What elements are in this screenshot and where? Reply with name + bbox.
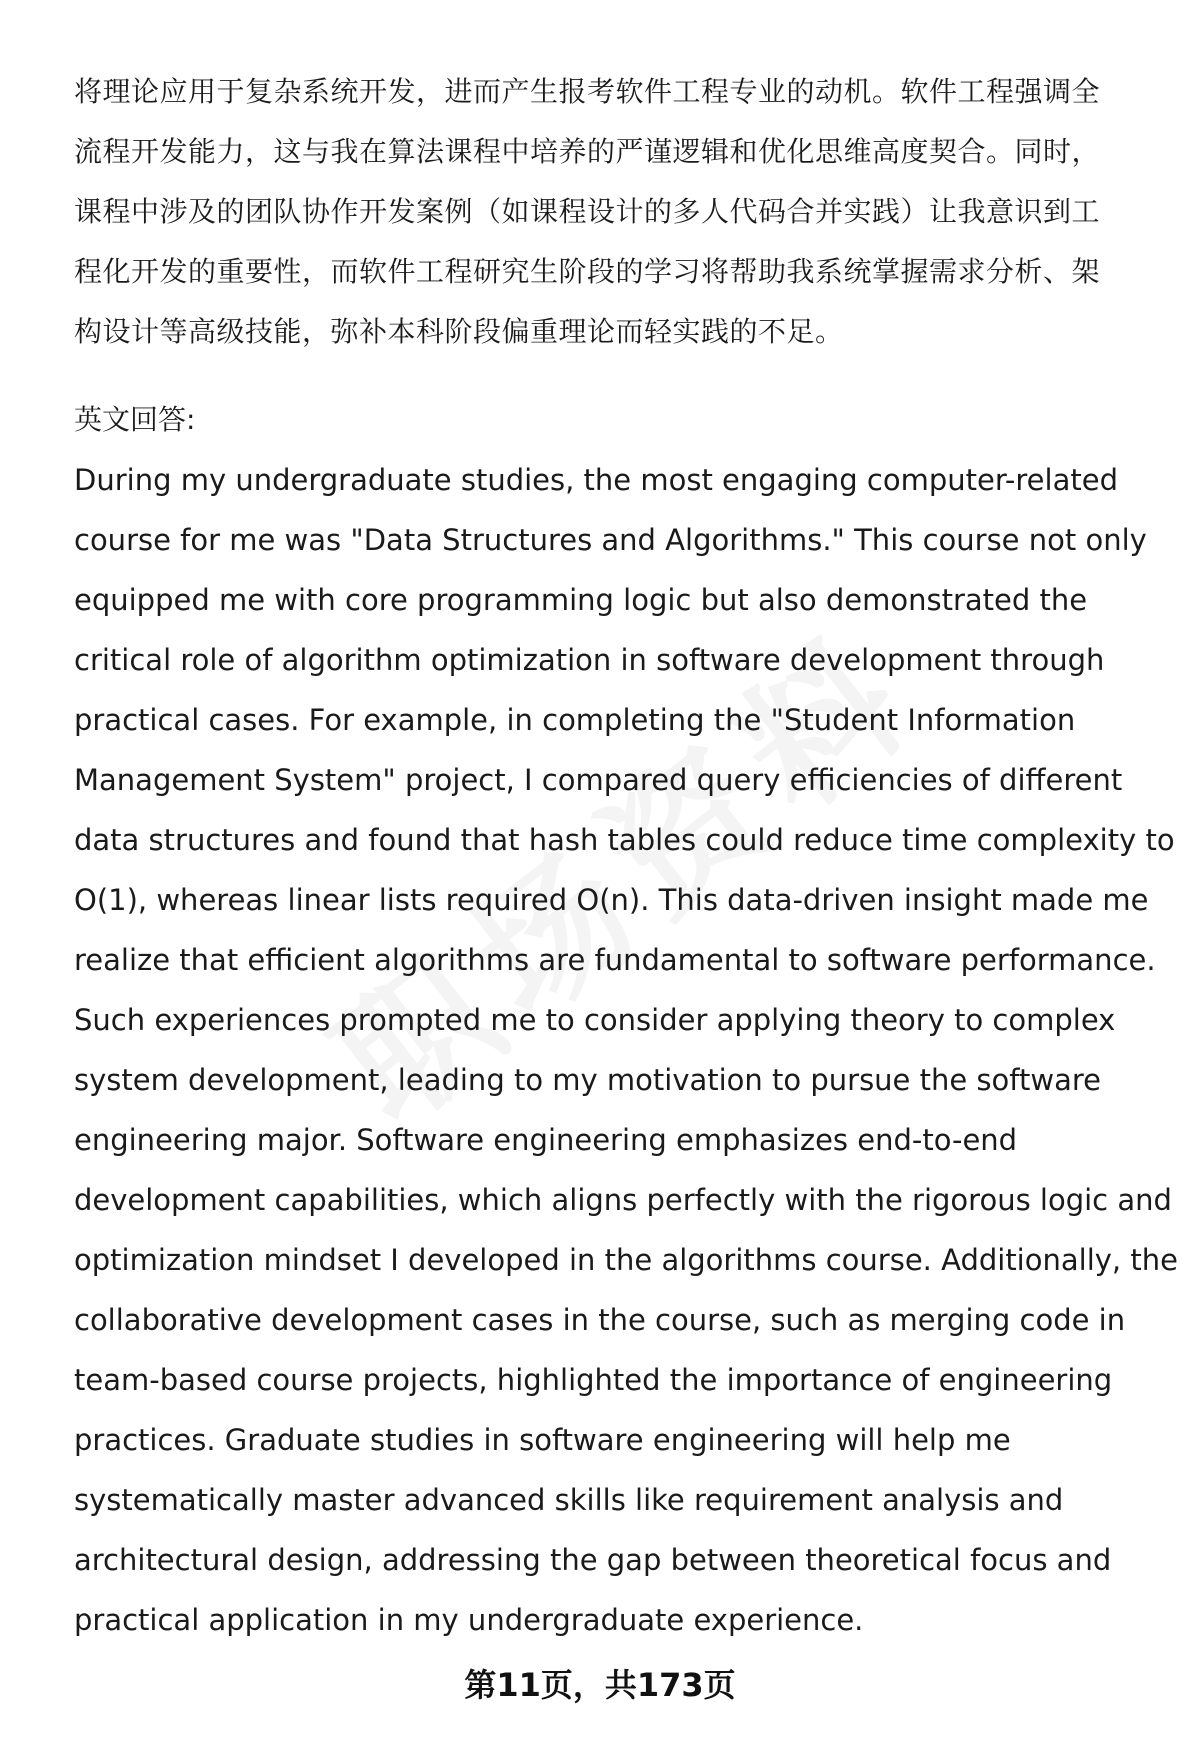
paragraph-gap (74, 362, 1154, 390)
english-line: Such experiences prompted me to consider applying theory to complex (74, 1003, 1116, 1037)
english-line: course for me was "Data Structures and Algorithms." This course not only (74, 523, 1147, 557)
english-line: engineering major. Software engineering emphasizes end-to-end (74, 1123, 1018, 1157)
english-answer-heading: 英文回答: (74, 403, 196, 436)
chinese-line: 课程中涉及的团队协作开发案例（如课程设计的多人代码合并实践）让我意识到工 (74, 195, 1101, 228)
english-line: optimization mindset I developed in the algorithms course. Additionally, the (74, 1243, 1178, 1277)
english-paragraph (74, 450, 1178, 1650)
page-footer: 第11页，共173页 (464, 1666, 736, 1704)
english-line: realize that efficient algorithms are fundamental to software performance. (74, 943, 1156, 977)
english-line: practical application in my undergraduate experience. (74, 1603, 864, 1637)
chinese-paragraph (74, 62, 1154, 362)
english-line: Management System" project, I compared query efficiencies of different (74, 763, 1123, 797)
chinese-line: 构设计等高级技能，弥补本科阶段偏重理论而轻实践的不足。 (74, 315, 844, 348)
english-line: During my undergraduate studies, the most engaging computer-related (74, 463, 1118, 497)
english-line: systematically master advanced skills like requirement analysis and (74, 1483, 1064, 1517)
english-line: system development, leading to my motivation to pursue the software (74, 1063, 1101, 1097)
chinese-line: 流程开发能力，这与我在算法课程中培养的严谨逻辑和优化思维高度契合。同时， (74, 135, 1101, 168)
english-line: practices. Graduate studies in software engineering will help me (74, 1423, 1011, 1457)
document-page (74, 62, 1178, 1650)
chinese-line: 将理论应用于复杂系统开发，进而产生报考软件工程专业的动机。软件工程强调全 (74, 75, 1101, 108)
english-line: equipped me with core programming logic but also demonstrated the (74, 583, 1088, 617)
english-line: O(1), whereas linear lists required O(n). This data-driven insight made me (74, 883, 1149, 917)
english-line: development capabilities, which aligns perfectly with the rigorous logic and (74, 1183, 1172, 1217)
english-line: collaborative development cases in the course, such as merging code in (74, 1303, 1126, 1337)
english-line: critical role of algorithm optimization in software development through (74, 643, 1105, 677)
english-line: practical cases. For example, in completing the "Student Information (74, 703, 1076, 737)
english-line: data structures and found that hash tables could reduce time complexity to (74, 823, 1175, 857)
english-line: team-based course projects, highlighted the importance of engineering (74, 1363, 1113, 1397)
chinese-line: 程化开发的重要性，而软件工程研究生阶段的学习将帮助我系统掌握需求分析、架 (74, 255, 1101, 288)
english-line: architectural design, addressing the gap between theoretical focus and (74, 1543, 1112, 1577)
